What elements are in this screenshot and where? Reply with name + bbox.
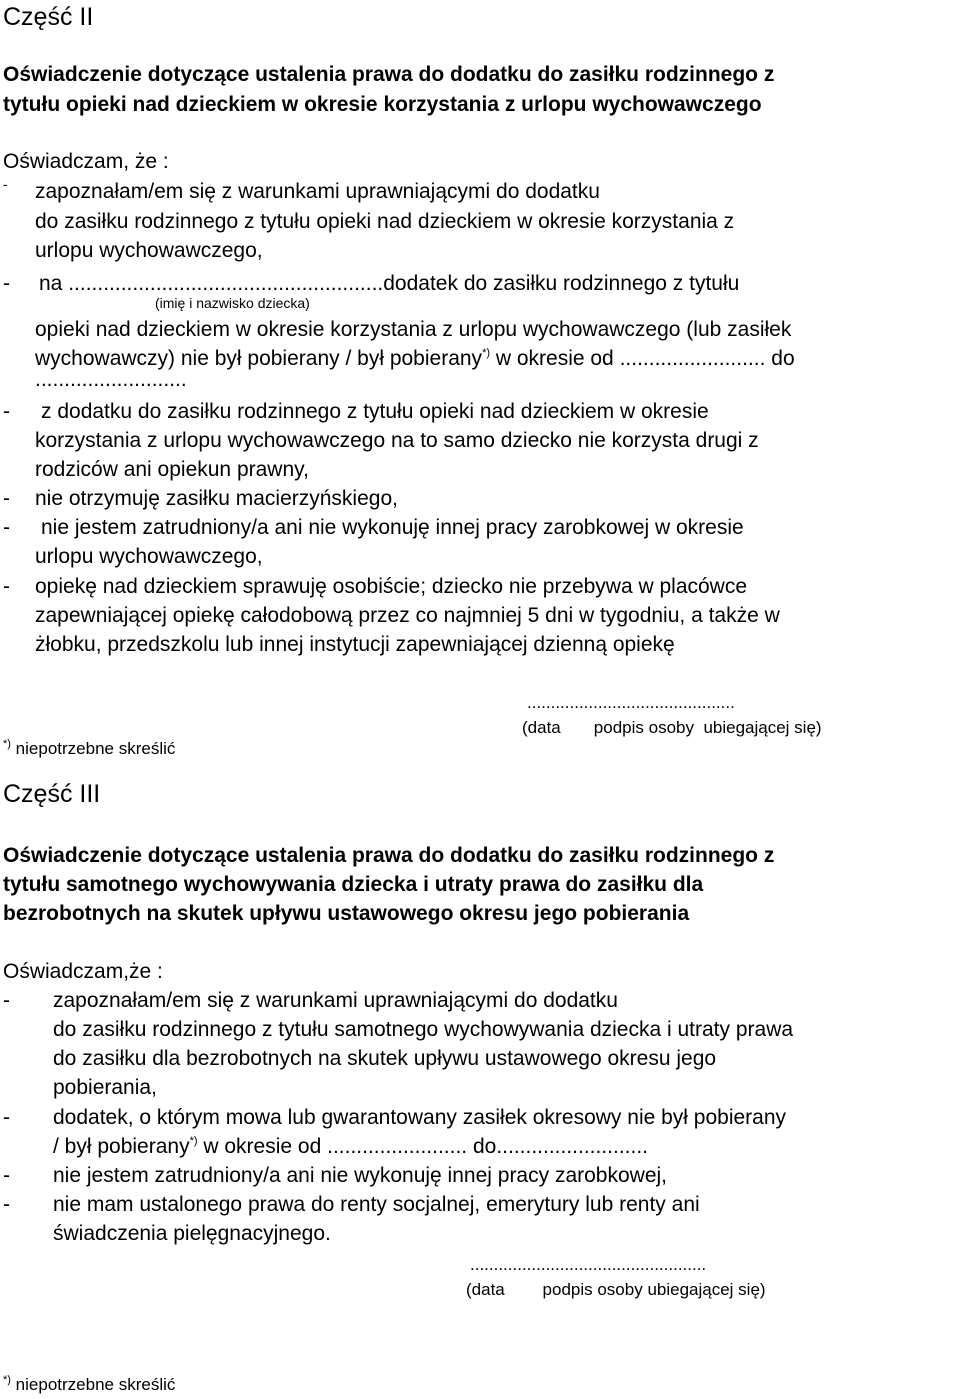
part3-footnote-text: niepotrzebne skreślić	[10, 1375, 176, 1394]
part3-footnote	[3, 1376, 175, 1393]
part2-item1-dash: -	[3, 176, 8, 192]
part2-footnote-mark: *)	[3, 738, 11, 750]
part2-item3-line2: korzystania z urlopu wychowawczego na to samo dziecko nie korzysta drugi z	[35, 429, 759, 452]
part2-signature-label: (data podpis osoby ubiegającej się)	[522, 718, 822, 737]
part2-item2-line3	[35, 348, 795, 369]
part2-item5-line2: urlopu wychowawczego,	[35, 545, 263, 568]
part2-title-line-1: Oświadczenie dotyczące ustalenia prawa do dodatku do zasiłku rodzinnego z	[3, 63, 775, 86]
part2-item2-dash: -	[3, 272, 10, 295]
part2-item3-dash: -	[3, 400, 10, 423]
part2-item1-line2: do zasiłku rodzinnego z tytułu opieki nad dzieckiem w okresie korzystania z	[35, 210, 735, 233]
part3-item1-line3: do zasiłku dla bezrobotnych na skutek upływu ustawowego okresu jego	[53, 1047, 717, 1070]
part2-item4-dash: -	[3, 487, 10, 510]
part3-item3-dash: -	[3, 1164, 10, 1187]
part2-item1-line3: urlopu wychowawczego,	[35, 239, 263, 262]
part2-footnote-text: niepotrzebne skreślić	[10, 739, 176, 758]
part2-heading: Część II	[3, 3, 94, 31]
part2-signature-dots: ............................................	[527, 693, 735, 712]
part2-intro: Oświadczam, że :	[3, 150, 169, 173]
part3-item2-line1: dodatek, o którym mowa lub gwarantowany zasiłek okresowy nie był pobierany	[53, 1106, 787, 1129]
part2-item4-line1: nie otrzymuję zasiłku macierzyńskiego,	[35, 487, 398, 510]
part3-item1-dash: -	[3, 989, 10, 1012]
part2-item2-line4: ..........................	[35, 368, 187, 391]
part3-intro: Oświadczam,że :	[3, 960, 163, 983]
part3-signature-label: (data podpis osoby ubiegającej się)	[466, 1280, 766, 1299]
part2-item3-line3: rodziców ani opiekun prawny,	[35, 458, 309, 481]
part3-signature-dots: ..................................................	[470, 1255, 707, 1274]
part2-item6-line1: opiekę nad dzieckiem sprawuję osobiście; dziecko nie przebywa w placówce	[35, 575, 748, 598]
part2-title-line-2: tytułu opieki nad dzieckiem w okresie korzystania z urlopu wychowawczego	[3, 93, 762, 116]
part3-title-line-1: Oświadczenie dotyczące ustalenia prawa do dodatku do zasiłku rodzinnego z	[3, 844, 775, 867]
part3-title-line-2: tytułu samotnego wychowywania dziecka i utraty prawa do zasiłku dla	[3, 873, 704, 896]
part2-item1-line1: zapoznałam/em się z warunkami uprawniającymi do dodatku	[35, 180, 600, 203]
part2-item2-line2: opieki nad dzieckiem w okresie korzystania z urlopu wychowawczego (lub zasiłek	[35, 318, 792, 341]
part3-item2-line2	[53, 1136, 648, 1157]
part2-footnote-ref: *)	[482, 347, 491, 359]
part3-heading: Część III	[3, 780, 101, 808]
part2-item2-line3-text: wychowawczy) nie był pobierany / był pobierany	[35, 347, 483, 370]
part3-item4-line2: świadczenia pielęgnacyjnego.	[53, 1222, 331, 1245]
part3-item2-line2-text: / był pobierany	[53, 1135, 190, 1158]
part3-title-line-3: bezrobotnych na skutek upływu ustawowego okresu jego pobierania	[3, 902, 690, 925]
part3-item4-dash: -	[3, 1193, 10, 1216]
part2-item5-dash: -	[3, 516, 10, 539]
part3-item2-line2-period: w okresie od ........................ do..........................	[197, 1135, 649, 1158]
part3-footnote-mark: *)	[3, 1374, 11, 1386]
part2-item6-dash: -	[3, 575, 10, 598]
part3-item4-line1: nie mam ustalonego prawa do renty socjalnej, emerytury lub renty ani	[53, 1193, 700, 1216]
part2-item6-line3: żłobku, przedszkolu lub innej instytucji zapewniającej dzienną opiekę	[35, 633, 675, 656]
part2-item2-line3-period: w okresie od ......................... do	[490, 347, 795, 370]
part2-item6-line2: zapewniającej opiekę całodobową przez co najmniej 5 dni w tygodniu, a także w	[35, 604, 780, 627]
part3-item1-line2: do zasiłku rodzinnego z tytułu samotnego wychowywania dziecka i utraty prawa	[53, 1018, 794, 1041]
part2-item2-caption: (imię i nazwisko dziecka)	[155, 295, 310, 311]
part2-item5-line1: nie jestem zatrudniony/a ani nie wykonuję innej pracy zarobkowej w okresie	[41, 516, 744, 539]
part2-item2-line1: na ......................................................dodatek do zasiłku rodzinnego z tytułu	[39, 272, 740, 295]
part2-item3-line1: z dodatku do zasiłku rodzinnego z tytułu opieki nad dzieckiem w okresie	[41, 400, 709, 423]
part3-item1-line1: zapoznałam/em się z warunkami uprawniającymi do dodatku	[53, 989, 618, 1012]
part3-item1-line4: pobierania,	[53, 1076, 157, 1099]
part3-item3-line1: nie jestem zatrudniony/a ani nie wykonuję innej pracy zarobkowej,	[53, 1164, 668, 1187]
part2-footnote	[3, 740, 175, 757]
part3-item2-dash: -	[3, 1106, 10, 1129]
part3-footnote-ref: *)	[189, 1135, 198, 1147]
